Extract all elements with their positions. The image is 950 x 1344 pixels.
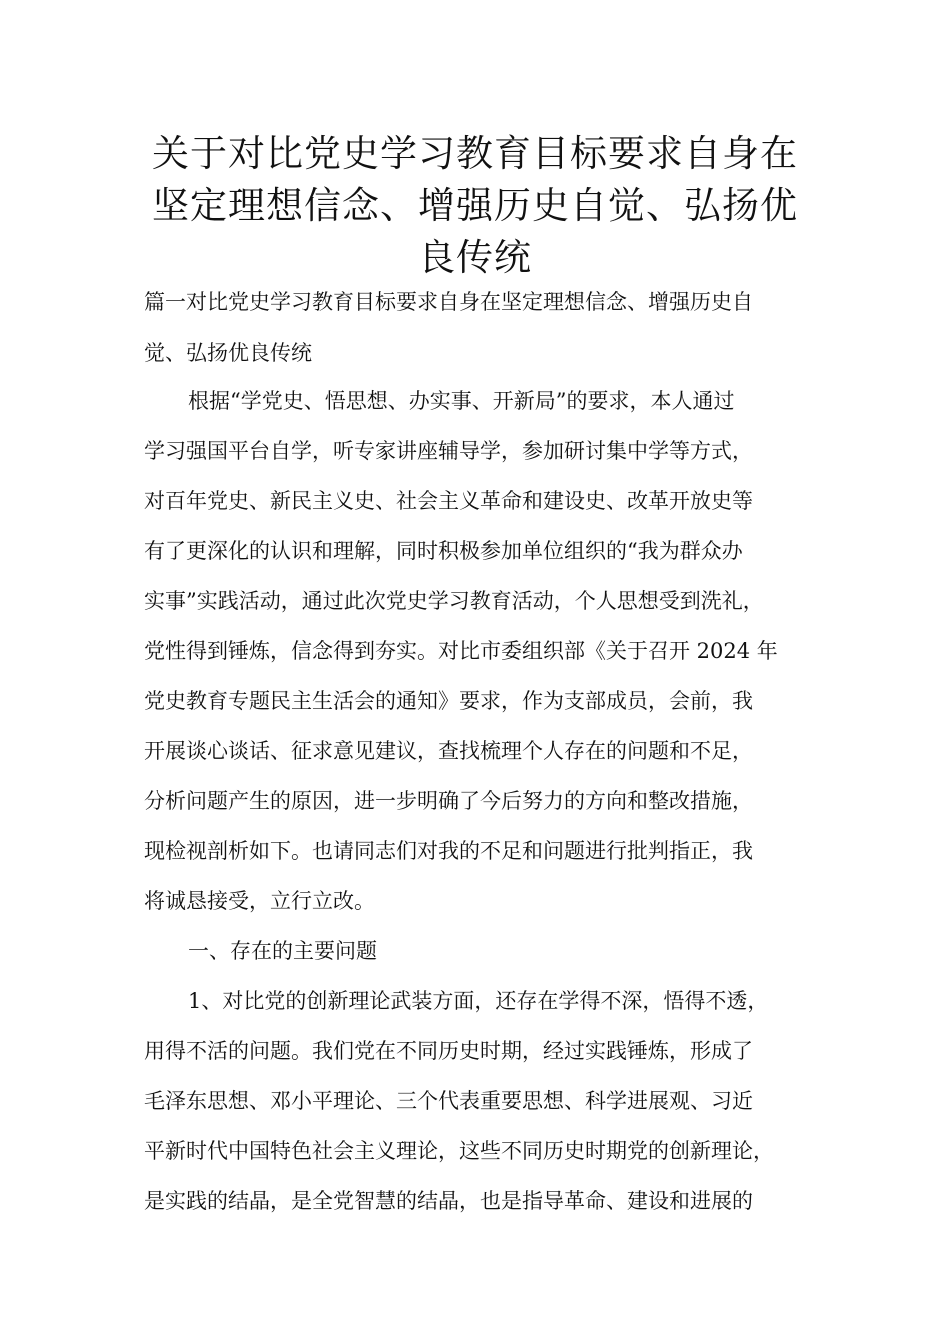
document-title <box>130 128 820 284</box>
paragraph-line: 党性得到锤炼，信念得到夯实。对比市委组织部《关于召开 2024 年 <box>144 639 778 663</box>
paragraph-line: 开展谈心谈话、征求意见建议，查找梳理个人存在的问题和不足， <box>144 739 753 763</box>
title-line: 坚定理想信念、增强历史自觉、弘扬优 <box>152 184 798 227</box>
paragraph-line: 1、对比党的创新理论武装方面，还存在学得不深，悟得不透， <box>188 989 769 1013</box>
paragraph-line: 党史教育专题民主生活会的通知》要求，作为支部成员，会前，我 <box>144 689 753 713</box>
subtitle-line: 篇一对比党史学习教育目标要求自身在坚定理想信念、增强历史自 <box>144 290 753 314</box>
paragraph-line: 现检视剖析如下。也请同志们对我的不足和问题进行批判指正，我 <box>144 839 753 863</box>
paragraph-line: 分析问题产生的原因，进一步明确了今后努力的方向和整改措施， <box>144 789 753 813</box>
subtitle-line: 觉、弘扬优良传统 <box>144 341 312 365</box>
paragraph-line: 平新时代中国特色社会主义理论，这些不同历史时期党的创新理论， <box>144 1139 774 1163</box>
paragraph-line: 实事”实践活动，通过此次党史学习教育活动，个人思想受到洗礼， <box>144 589 764 613</box>
title-line: 良传统 <box>418 236 532 279</box>
paragraph-line: 根据“学党史、悟思想、办实事、开新局”的要求，本人通过 <box>188 389 735 413</box>
section-heading: 一、存在的主要问题 <box>188 939 377 963</box>
paragraph-line: 用得不活的问题。我们党在不同历史时期，经过实践锤炼，形成了 <box>144 1039 753 1063</box>
paragraph-line: 是实践的结晶，是全党智慧的结晶，也是指导革命、建设和进展的 <box>144 1189 753 1213</box>
paragraph-line: 将诚恳接受，立行立改。 <box>144 889 375 913</box>
paragraph-line: 对百年党史、新民主义史、社会主义革命和建设史、改革开放史等 <box>144 489 753 513</box>
paragraph-line: 毛泽东思想、邓小平理论、三个代表重要思想、科学进展观、习近 <box>144 1089 753 1113</box>
paragraph-line: 学习强国平台自学，听专家讲座辅导学，参加研讨集中学等方式， <box>144 439 753 463</box>
paragraph-line: 有了更深化的认识和理解，同时积极参加单位组织的“我为群众办 <box>144 539 743 563</box>
title-line: 关于对比党史学习教育目标要求自身在 <box>152 132 798 175</box>
